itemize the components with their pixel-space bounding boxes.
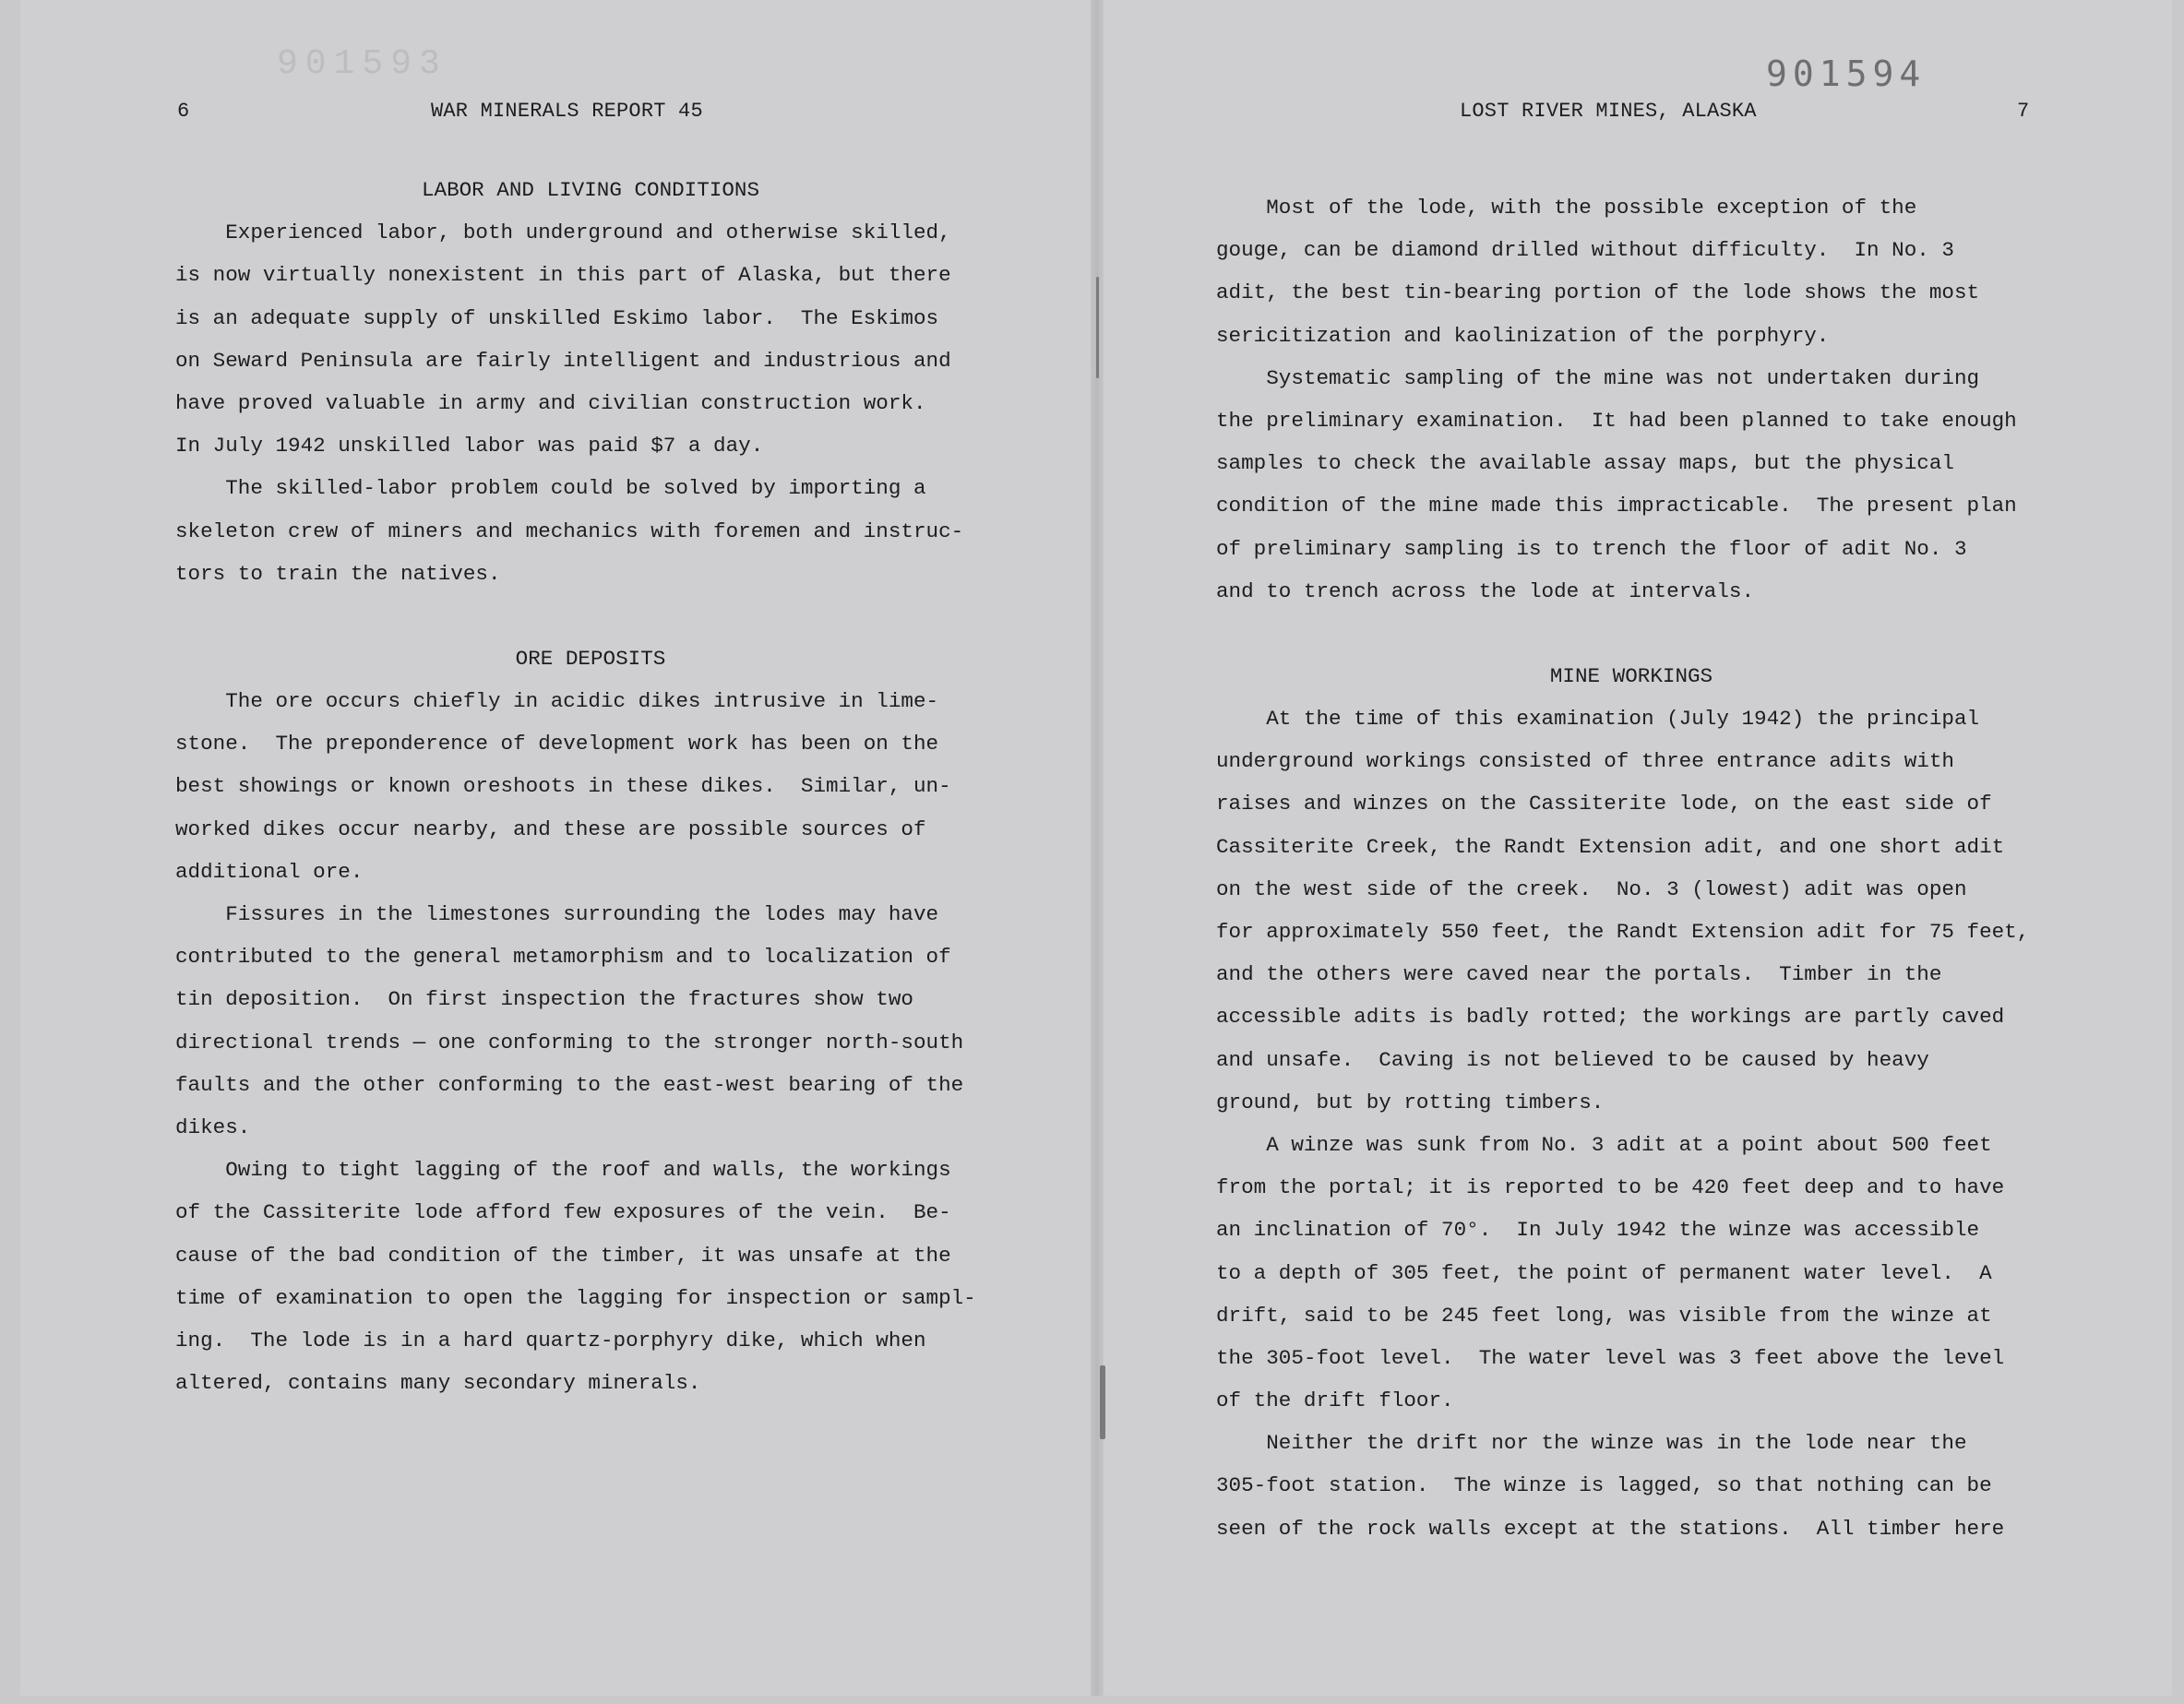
left-page-body: [175, 169, 1006, 1404]
right-page-number: 7: [2017, 100, 2030, 123]
text-line: best showings or known oreshoots in these dikes. Similar, un-: [175, 774, 951, 799]
text-line: and the others were caved near the portals. Timber in the: [1216, 962, 1942, 987]
text-line: have proved valuable in army and civilian construction work.: [175, 390, 926, 415]
right-page-body: [1216, 186, 2047, 1550]
text-line: drift, said to be 245 feet long, was visible from the winze at: [1216, 1303, 1992, 1328]
text-line: additional ore.: [175, 859, 364, 884]
text-line: ground, but by rotting timbers.: [1216, 1090, 1605, 1114]
text-line: of the drift floor.: [1216, 1388, 1454, 1413]
text-line: samples to check the available assay maps, but the physical: [1216, 451, 1954, 476]
text-line: stone. The preponderence of development work has been on the: [175, 732, 939, 757]
binding-mark: [1100, 1365, 1105, 1439]
text-line: is an adequate supply of unskilled Eskimo labor. The Eskimos: [175, 305, 939, 330]
text-line: and unsafe. Caving is not believed to be caused by heavy: [1216, 1047, 1929, 1072]
left-page-number: 6: [177, 100, 190, 123]
text-line: Fissures in the limestones surrounding the lodes may have: [175, 902, 939, 926]
text-line: Owing to tight lagging of the roof and walls, the workings: [175, 1158, 951, 1183]
text-line: seen of the rock walls except at the stations. All timber here: [1216, 1516, 2005, 1541]
text-line: 305-foot station. The winze is lagged, so that nothing can be: [1216, 1473, 1992, 1498]
binding-mark: [1096, 277, 1099, 378]
text-line: underground workings consisted of three entrance adits with: [1216, 749, 1954, 774]
text-line: the preliminary examination. It had been planned to take enough: [1216, 408, 2017, 433]
section-heading: LABOR AND LIVING CONDITIONS: [421, 178, 760, 202]
section-heading: MINE WORKINGS: [1549, 663, 1713, 688]
right-running-head: LOST RIVER MINES, ALASKA: [1460, 100, 1757, 123]
text-line: A winze was sunk from No. 3 adit at a point about 500 feet: [1216, 1132, 1992, 1157]
text-line: on the west side of the creek. No. 3 (lowest) adit was open: [1216, 876, 1967, 901]
section-heading: ORE DEPOSITS: [515, 646, 666, 671]
text-line: adit, the best tin-bearing portion of the lode shows the most: [1216, 280, 1980, 305]
text-line: Experienced labor, both underground and otherwise skilled,: [175, 220, 951, 245]
text-line: tors to train the natives.: [175, 561, 501, 586]
left-running-head: WAR MINERALS REPORT 45: [431, 100, 703, 123]
text-line: worked dikes occur nearby, and these are possible sources of: [175, 816, 926, 841]
text-line: At the time of this examination (July 1942) the principal: [1216, 707, 1980, 732]
text-line: directional trends — one conforming to the stronger north-south: [175, 1030, 964, 1055]
text-line: dikes.: [175, 1114, 251, 1139]
text-line: altered, contains many secondary minerals.: [175, 1371, 701, 1396]
text-line: ing. The lode is in a hard quartz-porphyry dike, which when: [175, 1328, 926, 1352]
text-line: condition of the mine made this impracticable. The present plan: [1216, 494, 2017, 518]
text-line: cause of the bad condition of the timber, it was unsafe at the: [175, 1243, 951, 1268]
text-line: The skilled-labor problem could be solved by importing a: [175, 476, 926, 501]
text-line: Neither the drift nor the winze was in the lode near the: [1216, 1431, 1967, 1456]
text-line: time of examination to open the lagging for inspection or sampl-: [175, 1285, 976, 1310]
text-line: Cassiterite Creek, the Randt Extension adit, and one short adit: [1216, 834, 2005, 859]
text-line: In July 1942 unskilled labor was paid $7 a day.: [175, 434, 764, 459]
text-line: and to trench across the lode at intervals.: [1216, 578, 1755, 603]
text-line: from the portal; it is reported to be 420 feet deep and to have: [1216, 1175, 2005, 1200]
text-line: of the Cassiterite lode afford few exposures of the vein. Be-: [175, 1200, 951, 1225]
archive-stamp-number: 901594: [1766, 54, 1927, 94]
text-line: Most of the lode, with the possible exception of the: [1216, 196, 1917, 220]
text-line: an inclination of 70°. In July 1942 the winze was accessible: [1216, 1218, 1980, 1243]
text-line: to a depth of 305 feet, the point of permanent water level. A: [1216, 1260, 1992, 1285]
text-line: the 305-foot level. The water level was 3 feet above the level: [1216, 1345, 2005, 1370]
text-line: for approximately 550 feet, the Randt Extension adit for 75 feet,: [1216, 920, 2030, 944]
text-line: is now virtually nonexistent in this part of Alaska, but there: [175, 263, 951, 288]
text-line: sericitization and kaolinization of the porphyry.: [1216, 323, 1830, 348]
text-line: raises and winzes on the Cassiterite lode, on the east side of: [1216, 792, 1992, 816]
text-line: contributed to the general metamorphism and to localization of: [175, 945, 951, 970]
text-line: accessible adits is badly rotted; the workings are partly caved: [1216, 1005, 2005, 1030]
text-line: gouge, can be diamond drilled without difficulty. In No. 3: [1216, 238, 1954, 263]
text-line: Systematic sampling of the mine was not undertaken during: [1216, 365, 1980, 390]
text-line: on Seward Peninsula are fairly intelligent and industrious and: [175, 348, 951, 373]
text-line: skeleton crew of miners and mechanics with foremen and instruc-: [175, 518, 964, 543]
text-line: faults and the other conforming to the east-west bearing of the: [175, 1072, 964, 1097]
text-line: of preliminary sampling is to trench the floor of adit No. 3: [1216, 536, 1967, 561]
ghost-stamp: 901593: [277, 44, 448, 84]
text-line: The ore occurs chiefly in acidic dikes intrusive in lime-: [175, 689, 939, 714]
text-line: tin deposition. On first inspection the fractures show two: [175, 987, 913, 1012]
